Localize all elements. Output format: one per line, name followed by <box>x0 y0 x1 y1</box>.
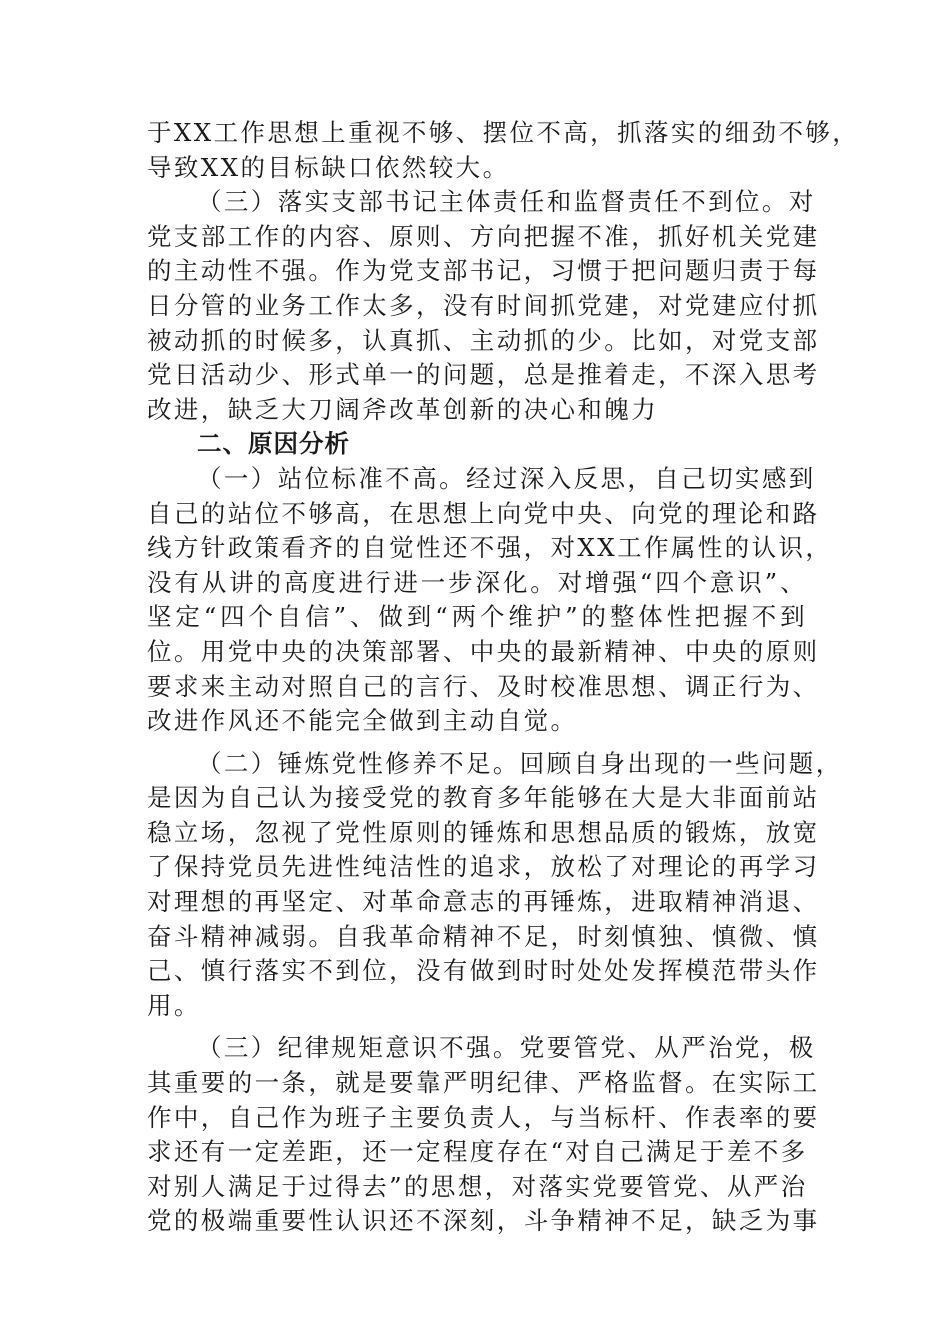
document-page <box>147 116 860 1239</box>
text-line: 位。用党中央的决策部署、中央的最新精神、中央的原则 <box>147 636 820 666</box>
text-line: （三）落实支部书记主体责任和监督责任不到位。对 <box>197 187 816 217</box>
text-line: 了保持党员先进性纯洁性的追求，放松了对理论的再学习 <box>147 852 820 882</box>
text-line: 党的极端重要性认识还不深刻，斗争精神不足，缺乏为事 <box>147 1206 820 1236</box>
text-line: （一）站位标准不高。经过深入反思，自己切实感到 <box>197 463 816 493</box>
text-line: 没有从讲的高度进行进一步深化。对增强“四个意识”、 <box>147 567 807 597</box>
text-line: （三）纪律规矩意识不强。党要管党、从严治党，极 <box>197 1033 816 1063</box>
text-line: 己、慎行落实不到位，没有做到时时处处发挥模范带头作 <box>147 956 820 986</box>
paragraph <box>147 1031 820 1239</box>
paragraph-gap <box>147 739 807 747</box>
text-line: 对别人满足于过得去”的思想，对落实党要管党、从严治 <box>147 1171 808 1201</box>
paragraph-gap <box>147 1023 807 1031</box>
text-line: 改进，缺乏大刀阔斧改革创新的决心和魄力 <box>147 394 659 424</box>
text-line: 要求来主动对照自己的言行、及时校准思想、调正行为、 <box>147 671 820 701</box>
text-line: 自己的站位不够高，在思想上向党中央、向党的理论和路 <box>147 498 820 528</box>
text-line: 稳立场，忽视了党性原则的锤炼和思想品质的锻炼，放宽 <box>147 817 820 847</box>
paragraph <box>147 185 820 427</box>
text-line: 日分管的业务工作太多，没有时间抓党建，对党建应付抓 <box>147 290 820 320</box>
text-line: 线方针政策看齐的自觉性还不强，对XX工作属性的认识， <box>147 533 833 563</box>
text-line: 求还有一定差距，还一定程度存在“对自己满足于差不多 <box>147 1137 808 1167</box>
section-heading: 二、原因分析 <box>197 429 350 459</box>
text-line: 奋斗精神减弱。自我革命精神不足，时刻慎独、慎微、慎 <box>147 921 820 951</box>
text-line: 导致XX的目标缺口依然较大。 <box>147 152 510 182</box>
paragraph <box>147 462 833 739</box>
text-line: 对理想的再坚定、对革命意志的再锤炼，进取精神消退、 <box>147 887 820 917</box>
text-line: 党日活动少、形式单一的问题，总是推着走，不深入思考 <box>147 360 820 390</box>
text-line: 作中，自己作为班子主要负责人，与当标杆、作表率的要 <box>147 1102 820 1132</box>
text-line: 用。 <box>147 990 201 1020</box>
text-line: 改进作风还不能完全做到主动自觉。 <box>147 706 578 736</box>
text-line: 于XX工作思想上重视不够、摆位不高，抓落实的细劲不够， <box>147 118 860 147</box>
text-line: 的主动性不强。作为党支部书记，习惯于把问题归责于每 <box>147 256 820 286</box>
text-line: 坚定“四个自信”、做到“两个维护”的整体性把握不到 <box>147 602 807 632</box>
paragraph <box>147 116 860 185</box>
paragraph <box>147 747 843 1024</box>
text-line: （二）锤炼党性修养不足。回顾自身出现的一些问题， <box>197 748 843 778</box>
text-line: 被动抓的时候多，认真抓、主动抓的少。比如，对党支部 <box>147 325 820 355</box>
text-line: 是因为自己认为接受党的教育多年能够在大是大非面前站 <box>147 783 820 813</box>
text-line: 党支部工作的内容、原则、方向把握不准，抓好机关党建 <box>147 221 820 251</box>
text-line: 其重要的一条，就是要靠严明纪律、严格监督。在实际工 <box>147 1068 820 1098</box>
